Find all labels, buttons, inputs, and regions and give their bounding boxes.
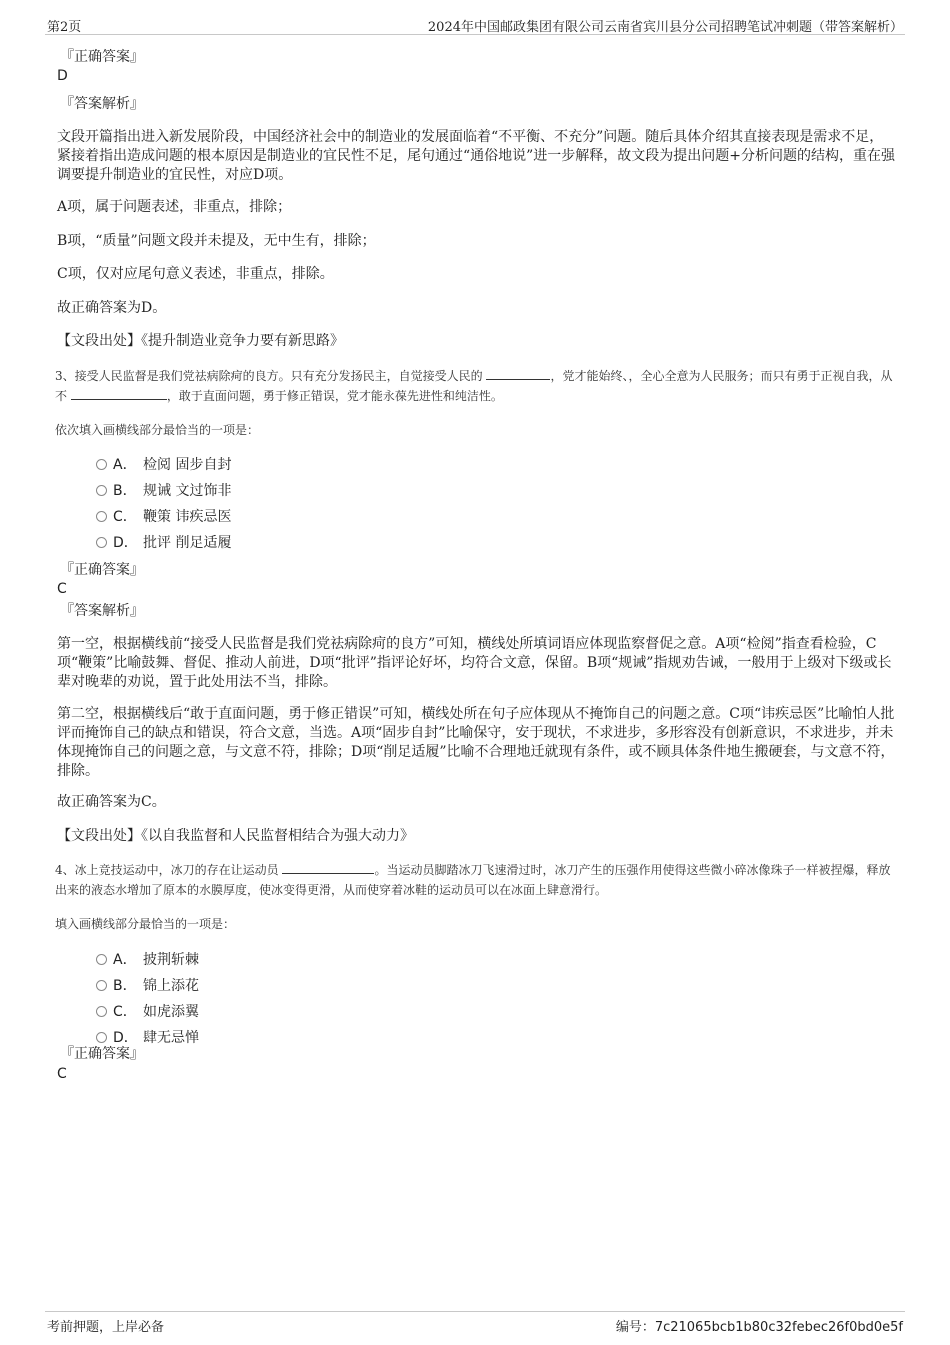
answer-label: 『正确答案』: [60, 49, 144, 65]
analysis-option-a: A项，属于问题表述，非重点，排除；: [57, 199, 292, 215]
option-c[interactable]: C． 鞭策 讳疾忌医: [96, 507, 231, 527]
document-title: 2024年中国邮政集团有限公司云南省宾川县分公司招聘笔试冲刺题（带答案解析）: [427, 20, 903, 35]
footer-slogan: 考前押题，上岸必备: [47, 1320, 165, 1335]
document-code: 编号：7c21065bcb1b80c32febec26f0bd0e5f: [615, 1320, 903, 1335]
radio-button[interactable]: [96, 485, 107, 496]
option-d[interactable]: D． 批评 削足适履: [96, 533, 231, 553]
radio-button[interactable]: [96, 537, 107, 548]
radio-button[interactable]: [96, 980, 107, 991]
option-a[interactable]: A． 检阅 固步自封: [96, 455, 231, 475]
option-c[interactable]: C． 如虎添翼: [96, 1002, 199, 1022]
source-citation: 【文段出处】《以自我监督和人民监督相结合为强大动力》: [57, 828, 414, 844]
conclusion: 故正确答案为C。: [57, 794, 166, 810]
radio-button[interactable]: [96, 1006, 107, 1017]
option-d[interactable]: D． 肆无忌惮: [96, 1028, 199, 1048]
question-instruction: 填入画横线部分最恰当的一项是：: [55, 917, 236, 931]
fill-blank: [282, 861, 374, 874]
analysis-option-c: C项，仅对应尾句意义表述，非重点，排除。: [57, 266, 334, 282]
analysis-option-b: B项，“质量”问题文段并未提及，无中生有，排除；: [57, 233, 376, 249]
answer-label: 『正确答案』: [60, 562, 144, 578]
page-header: [45, 14, 905, 35]
answer-label: 『正确答案』: [60, 1046, 144, 1062]
answer-value: D: [57, 68, 68, 84]
page-number: 第2页: [47, 20, 82, 35]
source-citation: 【文段出处】《提升制造业竞争力要有新思路》: [57, 333, 344, 349]
radio-button[interactable]: [96, 511, 107, 522]
analysis-paragraph: 第二空，根据横线后“敢于直面问题，勇于修正错误”可知，横线处所在句子应体现从不掩饰自己的问题之意。C项“讳疾忌医”比喻怕人批评而掩饰自己的缺点和错误，符合文意，当选。A项“固步自封”比喻保守，安于现状，不求进步，多形容没有创新意识，不求进步，并未体现掩饰自己的问题之意，与文意不符，排除；D项“削足适履”比喻不合理地迁就现有条件，或不顾具体条件地生搬硬套，与文意不符，排除。: [57, 706, 895, 779]
analysis-paragraph: 第一空，根据横线前“接受人民监督是我们党祛病除疴的良方”可知，横线处所填词语应体现监察督促之意。A项“检阅”指查看检验，C项“鞭策”比喻鼓舞、督促、推动人前进，D项“批评”指评论好坏，均符合文意，保留。B项“规诫”指规劝告诫，一般用于上级对下级或长辈对晚辈的劝说，置于此处用法不当，排除。: [57, 636, 892, 690]
analysis-label: 『答案解析』: [60, 603, 144, 619]
option-a[interactable]: A． 披荆斩棘: [96, 950, 199, 970]
radio-button[interactable]: [96, 1032, 107, 1043]
question-stem: 3、接受人民监督是我们党祛病除疴的良方。只有充分发扬民主，自觉接受人民的 ，党才能始终、，全心全意为人民服务；而只有勇于正视自我，从不 ，敢于直面问题，勇于修正错误，党才能永葆先进性和纯洁性。: [55, 369, 893, 403]
option-b[interactable]: B． 锦上添花: [96, 976, 199, 996]
page-footer: [45, 1311, 905, 1336]
analysis-paragraph: 文段开篇指出进入新发展阶段，中国经济社会中的制造业的发展面临着“不平衡、不充分”问题。随后具体介绍其直接表现是需求不足，紧接着指出造成问题的根本原因是制造业的宜民性不足，尾句通过“通俗地说”进一步解释，故文段为提出问题+分析问题的结构，重在强调要提升制造业的宜民性，对应D项。: [57, 129, 896, 183]
option-b[interactable]: B． 规诫 文过饰非: [96, 481, 231, 501]
answer-value: C: [57, 581, 67, 597]
conclusion: 故正确答案为D。: [57, 300, 167, 316]
analysis-label: 『答案解析』: [60, 96, 144, 112]
answer-value: C: [57, 1066, 67, 1082]
question-instruction: 依次填入画横线部分最恰当的一项是：: [55, 423, 260, 437]
fill-blank: [71, 387, 167, 400]
question-stem: 4、冰上竞技运动中，冰刀的存在让运动员 。当运动员脚踏冰刀飞速滑过时，冰刀产生的压强作用使得这些微小碎冰像珠子一样被捏爆，释放出来的液态水增加了原本的水膜厚度，使冰变得更滑，从而使穿着冰鞋的运动员可以在冰面上肆意滑行。: [55, 863, 891, 897]
radio-button[interactable]: [96, 954, 107, 965]
fill-blank: [486, 367, 550, 380]
radio-button[interactable]: [96, 459, 107, 470]
